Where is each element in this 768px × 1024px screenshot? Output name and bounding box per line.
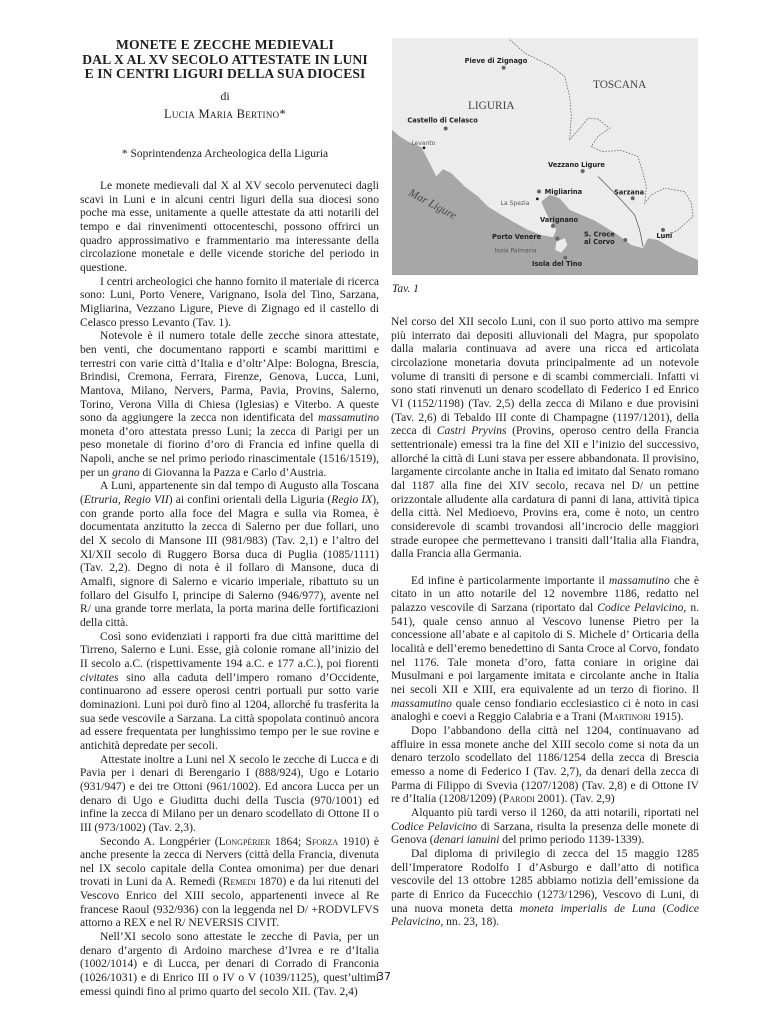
italic-text-run: Codice Pelavicino, xyxy=(391,902,700,929)
text-run: moneta d’oro attestata presso Luni; la zecca di Parigi per un peso monetale di fiorino d’oro di Francia ed infine quella di Napoli, anche se nel primo periodo rinascimentale (1516/1519), per un xyxy=(80,425,379,479)
figure-caption: Tav. 1 xyxy=(392,283,419,295)
paragraph xyxy=(391,575,699,725)
map-label-sarzana: Sarzana xyxy=(614,188,645,197)
paragraph xyxy=(80,754,379,836)
italic-text-run: Regio IX xyxy=(331,494,373,507)
paragraph xyxy=(391,807,699,848)
map-label-migliarina: Migliarina xyxy=(544,187,583,196)
map-location-dot xyxy=(502,66,506,70)
small-caps-text-run: Sforza xyxy=(305,835,339,848)
text-run: Alquanto più tardi verso il 1260, da atti notarili, riportati nel xyxy=(411,806,699,819)
text-run: 2001). (Tav. 2,9) xyxy=(534,793,615,806)
italic-text-run: moneta imperialis de Luna xyxy=(519,902,656,915)
map-label-la-spezia: La Spezia xyxy=(500,200,530,208)
text-run: Dal diploma di privilegio di zecca del 15 maggio 1285 dell’Imperatore Rodolfo I d’Asburgo e dall’atto di notifica vescovile del 13 ottobre 1285 abbiamo notizia dell’emissione da parte di Enrico da Fucecchio (1273/1296), Vescovo di Luni, di una nuova moneta detta xyxy=(391,847,699,915)
map-figure xyxy=(392,38,698,275)
map-region-liguria: LIGURIA xyxy=(468,100,515,113)
paragraph xyxy=(391,725,699,807)
text-run: Secondo A. Longpérier ( xyxy=(100,835,219,848)
paragraph xyxy=(391,316,699,562)
text-run: 1910) è anche presente la zecca di Nervers (città della Francia, divenuta nel IX secolo capitale della Contea omonima) per due denari trovati in Luni da A. Remedi ( xyxy=(80,835,380,889)
title-line: MONETE E ZECCHE MEDIEVALI xyxy=(116,37,334,52)
left-text-column xyxy=(80,180,379,999)
map-label-castello-di-celasco: Castello di Celasco xyxy=(407,116,478,125)
text-run: Le monete medievali dal X al XV secolo pervenuteci dagli scavi in Luni e in alcuni centri liguri della sua diocesi sono poche ma esse, unitamente a quelle attestate da atti notarili del tempo e dai rinvenimenti ottocenteschi, possono offrirci un quadro approssimativo e frammentario ma interessante della circolazione monetale e delle vicende storiche del periodo in questione. xyxy=(80,180,379,274)
italic-text-run: civitates xyxy=(80,671,119,684)
map-label-varignano: Varignano xyxy=(540,215,579,224)
text-run: ) ai confini orientali della Liguria ( xyxy=(168,494,332,507)
text-run: Notevole è il numero totale delle zecche sinora attestate, ben venti, che documentano rapporti e scambi marittimi e terrestri con varie città d’Italia e d’oltr’Alpe: Bologna, Brescia, Brindisi, Cremona, Ferrara, Firenze, Genova, Lucca, Luni, Mantova, Milano, Nervers, Parma, Pavia, Provins, Salerno, Torino, Verona Villa di Chiesa (Iglesias) e Viterbo. A queste sono da aggiungere la zecca non identificata del xyxy=(80,330,379,425)
map-location-dot xyxy=(563,256,567,260)
small-caps-text-run: Remedi xyxy=(222,876,256,889)
italic-text-run: denari ianuini xyxy=(433,834,500,847)
text-run: Dopo l’abbandono della città nel 1204, continuavano ad affluire in essa monete anche del XIII secolo come si nota da un denaro terzolo scodellato del 1186/1254 della zecca di Brescia emesso a nome di Federico I (Tav. 2,7), da denari della zecca di Parma di Filippo di Svevia (1207/1208) (Tav. 2,8) e di Ottone IV re d’Italia (1208/1209) ( xyxy=(391,725,699,806)
map-location-dot xyxy=(555,237,559,241)
small-caps-text-run: Parodi xyxy=(502,793,535,806)
text-run: Ed infine è particolarmente importante il xyxy=(411,574,609,587)
text-run: 1864; xyxy=(270,835,306,848)
italic-text-run: massamutino xyxy=(608,574,670,587)
text-run: del primo periodo 1139-1339). xyxy=(499,834,645,847)
byline-di: di xyxy=(220,89,230,103)
text-run: nn. 23, 18). xyxy=(443,916,500,929)
paragraph xyxy=(80,480,379,630)
paragraph xyxy=(80,631,379,754)
paragraph xyxy=(80,276,379,331)
map-location-dot xyxy=(537,190,541,194)
map-location-dot xyxy=(581,169,585,173)
author-affiliation: * Soprintendenza Archeologica della Liguria xyxy=(121,148,329,160)
map-location-dot xyxy=(536,198,539,201)
text-run: quale censo fondiario ecclesiastico ci è noto in casi analoghi e coevi a Reggio Calabria e a Trani ( xyxy=(391,697,699,724)
text-run: 1870) e da lui ritenuti del Vescovo Enrico del XIII secolo, appartenenti invece al Re francese Raoul (932/936) con la leggenda nel D/ +RODVLFVS attorno a REX e nel R/ NEVERSIS CIVIT. xyxy=(80,876,379,930)
small-caps-text-run: Longpérier xyxy=(218,835,271,848)
article-title xyxy=(66,38,384,82)
map-label-isola-del-tino: Isola del Tino xyxy=(532,259,583,268)
text-run: di Sarzana, risulta la presenza delle monete di Genova ( xyxy=(391,820,699,847)
page-number: 37 xyxy=(377,970,391,983)
map-location-dot xyxy=(661,228,665,232)
map-label-s-croce: S. Croce xyxy=(584,230,615,239)
italic-text-run: massamutino xyxy=(318,412,379,425)
map-label-vezzano-ligure: Vezzano Ligure xyxy=(548,161,605,170)
paragraph xyxy=(80,836,379,932)
map-label-isola-palmaria: Isola Palmaria xyxy=(494,247,537,255)
map-location-dot xyxy=(444,126,448,130)
text-run: A Luni, appartenente sin dal tempo di Augusto alla Toscana ( xyxy=(80,480,379,507)
map-label-levanto: Levanto xyxy=(411,140,436,148)
map-location-dot xyxy=(623,238,627,242)
map-region-toscana: TOSCANA xyxy=(593,79,647,92)
text-run: sino alla caduta dell’impero romano d’Occidente, continuarono ad essere operosi centri portuali pur sotto varie dominazioni. Luni poi durò fino al 1204, allorché fu trasferita la sua sede vescovile a Sarzana. La città spopolata continuò ancora ad essere frequentata per lunghissimo tempo per le sue rovine e antichità depredate per secoli. xyxy=(80,671,379,752)
text-run: I centri archeologici che hanno fornito il materiale di ricerca sono: Luni, Porto Venere, Varignano, Isola del Tino, Sarzana, Migliarina, Vezzano Ligure, Pieve di Zignago ed il castello di Celasco presso Levanto (Tav. 1). xyxy=(80,275,379,329)
paragraph xyxy=(391,848,699,930)
title-line: E IN CENTRI LIGURI DELLA SUA DIOCESI xyxy=(84,66,366,81)
map-label-luni: Luni xyxy=(656,231,673,240)
text-run: , n. 541), quale censo annuo al Vescovo lunense Pietro per la concessione all’abate e al capitolo di S. Michele d’ Orticaria della località e dell’eremo benedettino di Santa Croce al Corvo, fondato nel 1176. Tale moneta d’oro, fatta coniare in origine dai Musulmani e poi largamente imitata e circolante anche in Italia nei secoli XII e XIII, era equivalente ad un terzo di fiorino. Il xyxy=(391,602,700,697)
map-location-dot xyxy=(551,224,555,228)
map-location-dot xyxy=(631,196,635,200)
text-run: ( xyxy=(655,902,667,915)
map-label-pieve-di-zignago: Pieve di Zignago xyxy=(464,57,528,66)
text-run: di Giovanna la Pazza e Carlo d’Austria. xyxy=(139,466,327,479)
text-run: che è citato in un atto notarile del 12 novembre 1186, redatto nel palazzo vescovile di Sarzana (riportato dal xyxy=(391,574,699,615)
right-text-column xyxy=(391,316,699,930)
text-run: ), con grande porto alla foce del Magra e sulla via Romea, è documentata anzitutto la zecca di Salerno per due follari, uno del X secolo di Mansone III (981/983) (Tav. 2,1) e l’altro del XI/XII secolo di Ruggero Borsa duca di Puglia (1085/1111) (Tav. 2,2). Degno di nota è il follaro di Mansone, duca di Amalfi, signore di Salerno e vicario imperiale, ribattuto su un follaro del Gisulfo I, principe di Salerno (946/977), avente nel R/ una grande torre merlata, la porta marina delle fortificazioni della città. xyxy=(80,494,379,629)
text-run: Così sono evidenziati i rapporti fra due città marittime del Tirreno, Salerno e Luni. Esse, già colonie romane all’inizio del II secolo a.C. (rispettivamente 194 a.C. e 177 a.C.), poi fiorenti xyxy=(80,630,379,670)
italic-text-run: Codice Pelavicino xyxy=(597,602,684,615)
paragraph xyxy=(80,931,379,999)
map-sea-label: Mar Ligure xyxy=(406,186,459,223)
author-name: Lucia Maria Bertino* xyxy=(163,107,287,121)
italic-text-run: Etruria, Regio VII xyxy=(83,494,169,507)
map-label-al-corvo: al Corvo xyxy=(584,237,615,246)
text-run: 1915). xyxy=(650,711,684,724)
text-run: Attestate inoltre a Luni nel X secolo le zecche di Lucca e di Pavia per i denari di Berengario I (888/924), Ugo e Lotario (931/947) e dei tre Ottoni (961/1002). Ed ancora Lucca per un denaro di Ugo e Giuditta duchi della Tuscia (970/1001) ed infine la zecca di Milano per un denaro scodellato di Ottone II o III (973/1002) (Tav. 2,3). xyxy=(80,753,379,834)
text-run: Nel corso del XII secolo Luni, con il suo porto attivo ma sempre più interrato dai depositi alluvionali del Magra, pur spopolato dalla malaria continuava ad avere una ricca ed articolata circolazione monetaria dovuta principalmente ad un notevole volume di transiti di persone e di scambi commerciali. Infatti vi sono stati rinvenuti un denaro scodellato di Federico I ed Enrico VI (1152/1198) (Tav. 2,5) della zecca di Milano e due provisini (Tav. 2,6) di Tebaldo III conte di Champagne (1197/1201), della zecca di xyxy=(391,316,699,438)
italic-text-run: Castri Pryvins xyxy=(436,425,507,438)
italic-text-run: grano xyxy=(112,466,140,479)
small-caps-text-run: Martinori xyxy=(602,711,651,724)
italic-text-run: Codice Pelavicino xyxy=(391,820,477,833)
paragraph xyxy=(80,180,379,276)
map-label-porto-venere: Porto Venere xyxy=(492,232,542,241)
italic-text-run: massamutino xyxy=(391,697,452,710)
paragraph xyxy=(80,330,379,480)
text-run: (Provins, operoso centro della Francia settentrionale) emessi tra la fine del XII e l’inizio del successivo, allorché la città di Luni stava per essere abbandonata. Il provisino, largamente circolante anche in Italia ed imitato dal Senato romano dal 1187 alla fine dei XIV secolo, recava nel D/ un pettine orizzontale alludente alla cardatura di panni di lana, attività tipica della città. Nel Medioevo, Provins era, come è noto, un centro considerevole di scambi trovandosi all’incrocio delle maggiori strade europee che permettevano i transiti dall’Italia alla Fiandra, dalla Francia alla Germania. xyxy=(391,425,699,561)
title-line: DAL X AL XV SECOLO ATTESTATE IN LUNI xyxy=(82,51,368,67)
text-run: Nell’XI secolo sono attestate le zecche di Pavia, per un denaro d’argento di Ardoino marchese d’Ivrea e re d’Italia (1002/1014) e di Lucca, per denari di Corrado di Franconia (1026/1031) e di Enrico III o IV o V (1039/1125), quest’ultimi emessi quindi fino al primo quarto del secolo XII. (Tav. 2,4) xyxy=(80,931,379,998)
